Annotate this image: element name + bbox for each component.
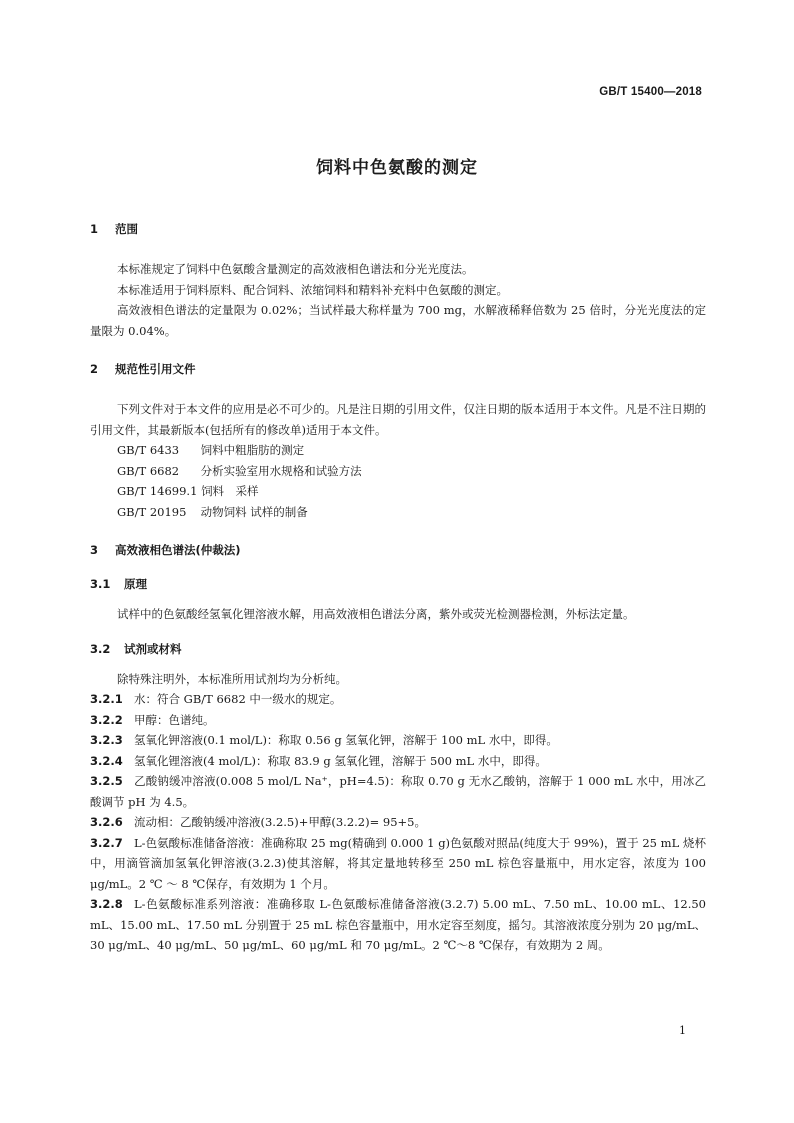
clause-text: L-色氨酸标准储备溶液：准确称取 25 mg(精确到 0.000 1 g)色氨酸对照品(纯度大于 99%)，置于 25 mL 烧杯中，用滴管滴加氢氧化钾溶液(3.2.3)使其溶解，将其定量地转移至 250 mL 棕色容量瓶中，用水定容，浓度为 100 μg/mL。2 ℃ ～ 8 ℃保存，有效期为 1 个月。	[90, 835, 706, 891]
section-3-heading	[90, 540, 706, 560]
reference-item	[90, 440, 706, 461]
clause-text: 甲醇：色谱纯。	[134, 712, 215, 727]
reagent-item	[90, 894, 706, 956]
reference-title: 饲料 采样	[201, 484, 259, 498]
section-title: 规范性引用文件	[115, 362, 196, 376]
subsection-3-2-heading	[90, 639, 706, 659]
reference-code: GB/T 14699.1	[117, 484, 198, 498]
subsection-title: 试剂或材料	[124, 641, 182, 656]
reagent-item	[90, 751, 706, 772]
reference-code: GB/T 20195	[117, 504, 187, 519]
reference-item	[90, 502, 706, 523]
reagent-item	[90, 689, 706, 710]
clause-number: 3.2.2	[90, 712, 123, 727]
document-body	[90, 219, 706, 956]
reagent-item	[90, 771, 706, 812]
clause-number: 3.2.8	[90, 897, 123, 911]
section-2-heading	[90, 359, 706, 379]
clause-text: 乙酸钠缓冲溶液(0.008 5 mol/L Na⁺，pH=4.5)：称取 0.70 g 无水乙酸钠，溶解于 1 000 mL 水中，用冰乙酸调节 pH 为 4.5。	[90, 774, 706, 809]
clause-text: 氢氧化钾溶液(0.1 mol/L)：称取 0.56 g 氢氧化钾，溶解于 100 mL 水中，即得。	[134, 733, 558, 747]
section-title: 范围	[115, 222, 139, 236]
reference-item	[90, 481, 706, 502]
clause-text: L-色氨酸标准系列溶液：准确移取 L-色氨酸标准储备溶液(3.2.7) 5.00 mL、7.50 mL、10.00 mL、12.50 mL、15.00 mL、17.50 mL 分别置于 25 mL 棕色容量瓶中，用水定容至刻度，摇匀。其溶液浓度分别为 20 μg/mL、30 μg/mL、40 μg/mL、50 μg/mL、60 μg/mL 和 70 μg/mL。2 ℃～8 ℃保存，有效期为 2 周。	[90, 897, 706, 952]
clause-number: 3.2.5	[90, 774, 123, 788]
clause-number: 3.2.6	[90, 815, 123, 829]
reagent-item	[90, 730, 706, 751]
reference-title: 饲料中粗脂肪的测定	[200, 443, 305, 457]
clause-number: 3.2.4	[90, 753, 123, 768]
clause-text: 水：符合 GB/T 6682 中一级水的规定。	[134, 692, 342, 706]
clause-text: 氢氧化锂溶液(4 mol/L)：称取 83.9 g 氢氧化锂，溶解于 500 mL 水中，即得。	[134, 753, 547, 768]
section-number: 1	[90, 222, 99, 236]
reagent-item	[90, 812, 706, 833]
reference-code: GB/T 6433	[117, 443, 180, 457]
reference-item	[90, 461, 706, 482]
section-number: 3	[90, 543, 99, 557]
clause-number: 3.2.3	[90, 733, 123, 747]
reagent-item	[90, 710, 706, 731]
subsection-number: 3.1	[90, 577, 111, 591]
clause-number: 3.2.1	[90, 692, 123, 706]
page-number: 1	[679, 1024, 686, 1037]
section-1-heading	[90, 219, 706, 239]
principle-paragraph: 试样中的色氨酸经氢氧化锂溶液水解，用高效液相色谱法分离，紫外或荧光检测器检测，外标法定量。	[117, 607, 635, 621]
reagent-item	[90, 833, 706, 895]
document-title: 饲料中色氨酸的测定	[316, 158, 478, 178]
subsection-number: 3.2	[90, 641, 111, 656]
scope-paragraph-2: 本标准适用于饲料原料、配合饲料、浓缩饲料和精料补充料中色氨酸的测定。	[117, 282, 508, 297]
reference-title: 分析实验室用水规格和试验方法	[200, 463, 362, 478]
scope-paragraph-1: 本标准规定了饲料中色氨酸含量测定的高效液相色谱法和分光光度法。	[117, 262, 474, 276]
reference-title: 动物饲料 试样的制备	[200, 504, 308, 519]
references-intro: 下列文件对于本文件的应用是必不可少的。凡是注日期的引用文件，仅注日期的版本适用于本文件。凡是不注日期的引用文件，其最新版本(包括所有的修改单)适用于本文件。	[90, 402, 706, 437]
standard-code: GB/T 15400—2018	[599, 86, 702, 98]
clause-number: 3.2.7	[90, 835, 123, 850]
reference-code: GB/T 6682	[117, 463, 180, 478]
section-title: 高效液相色谱法(仲裁法)	[115, 543, 241, 557]
scope-paragraph-3: 高效液相色谱法的定量限为 0.02%；当试样最大称样量为 700 mg，水解液稀释倍数为 25 倍时，分光光度法的定量限为 0.04%。	[90, 303, 706, 338]
subsection-3-1-heading	[90, 574, 706, 594]
clause-text: 流动相：乙酸钠缓冲溶液(3.2.5)+甲醇(3.2.2)= 95+5。	[134, 815, 426, 829]
section-number: 2	[90, 362, 99, 376]
subsection-title: 原理	[124, 577, 148, 591]
reagents-intro: 除特殊注明外，本标准所用试剂均为分析纯。	[117, 671, 347, 686]
